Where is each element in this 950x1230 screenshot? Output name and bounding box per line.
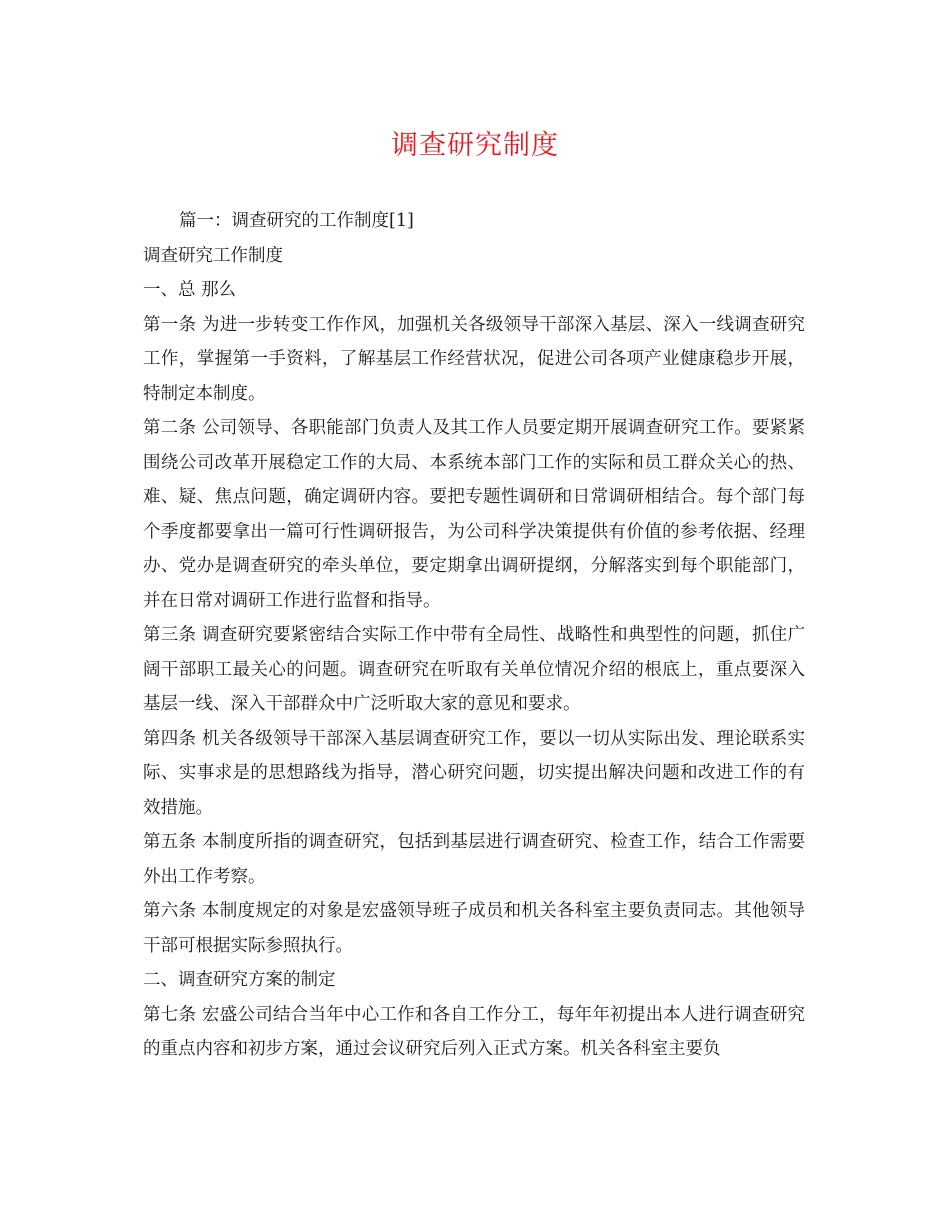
article-paragraph: 第七条 宏盛公司结合当年中心工作和各自工作分工，每年年初提出本人进行调查研究的重点内容和初步方案，通过会议研究后列入正式方案。机关各科室主要负 [143, 1004, 805, 1059]
chapter-heading: 二、调查研究方案的制定 [143, 970, 336, 990]
article-paragraph: 第四条 机关各级领导干部深入基层调查研究工作，要以一切从实际出发、理论联系实际、实事求是的思想路线为指导，潜心研究问题，切实提出解决问题和改进工作的有效措施。 [143, 728, 805, 818]
article-paragraph: 第六条 本制度规定的对象是宏盛领导班子成员和机关各科室主要负责同志。其他领导干部可根据实际参照执行。 [143, 901, 805, 956]
chapter-heading: 一、总 那么 [143, 280, 237, 300]
article-paragraph: 第三条 调查研究要紧密结合实际工作中带有全局性、战略性和典型性的问题，抓住广阔干部职工最关心的问题。调查研究在听取有关单位情况介绍的根底上，重点要深入基层一线、深入干部群众中广泛听取大家的意见和要求。 [143, 625, 805, 714]
article-paragraph: 第一条 为进一步转变工作作风，加强机关各级领导干部深入基层、深入一线调查研究工作，掌握第一手资料，了解基层工作经营状况，促进公司各项产业健康稳步开展，特制定本制度。 [143, 314, 805, 404]
document-body [143, 204, 805, 1067]
section-heading: 篇一：调查研究的工作制度[1] [179, 211, 414, 231]
document-title: 调查研究制度 [391, 130, 559, 161]
article-paragraph: 第五条 本制度所指的调查研究，包括到基层进行调查研究、检查工作，结合工作需要外出工作考察。 [143, 832, 805, 887]
subheading: 调查研究工作制度 [143, 245, 283, 266]
article-paragraph: 第二条 公司领导、各职能部门负责人及其工作人员要定期开展调查研究工作。要紧紧围绕公司改革开展稳定工作的大局、本系统本部门工作的实际和员工群众关心的热、难、疑、焦点问题，确定调研内容。要把专题性调研和日常调研相结合。每个部门每个季度都要拿出一篇可行性调研报告，为公司科学决策提供有价值的参考依据、经理办、党办是调查研究的牵头单位，要定期拿出调研提纲，分解落实到每个职能部门，并在日常对调研工作进行监督和指导。 [143, 418, 805, 611]
